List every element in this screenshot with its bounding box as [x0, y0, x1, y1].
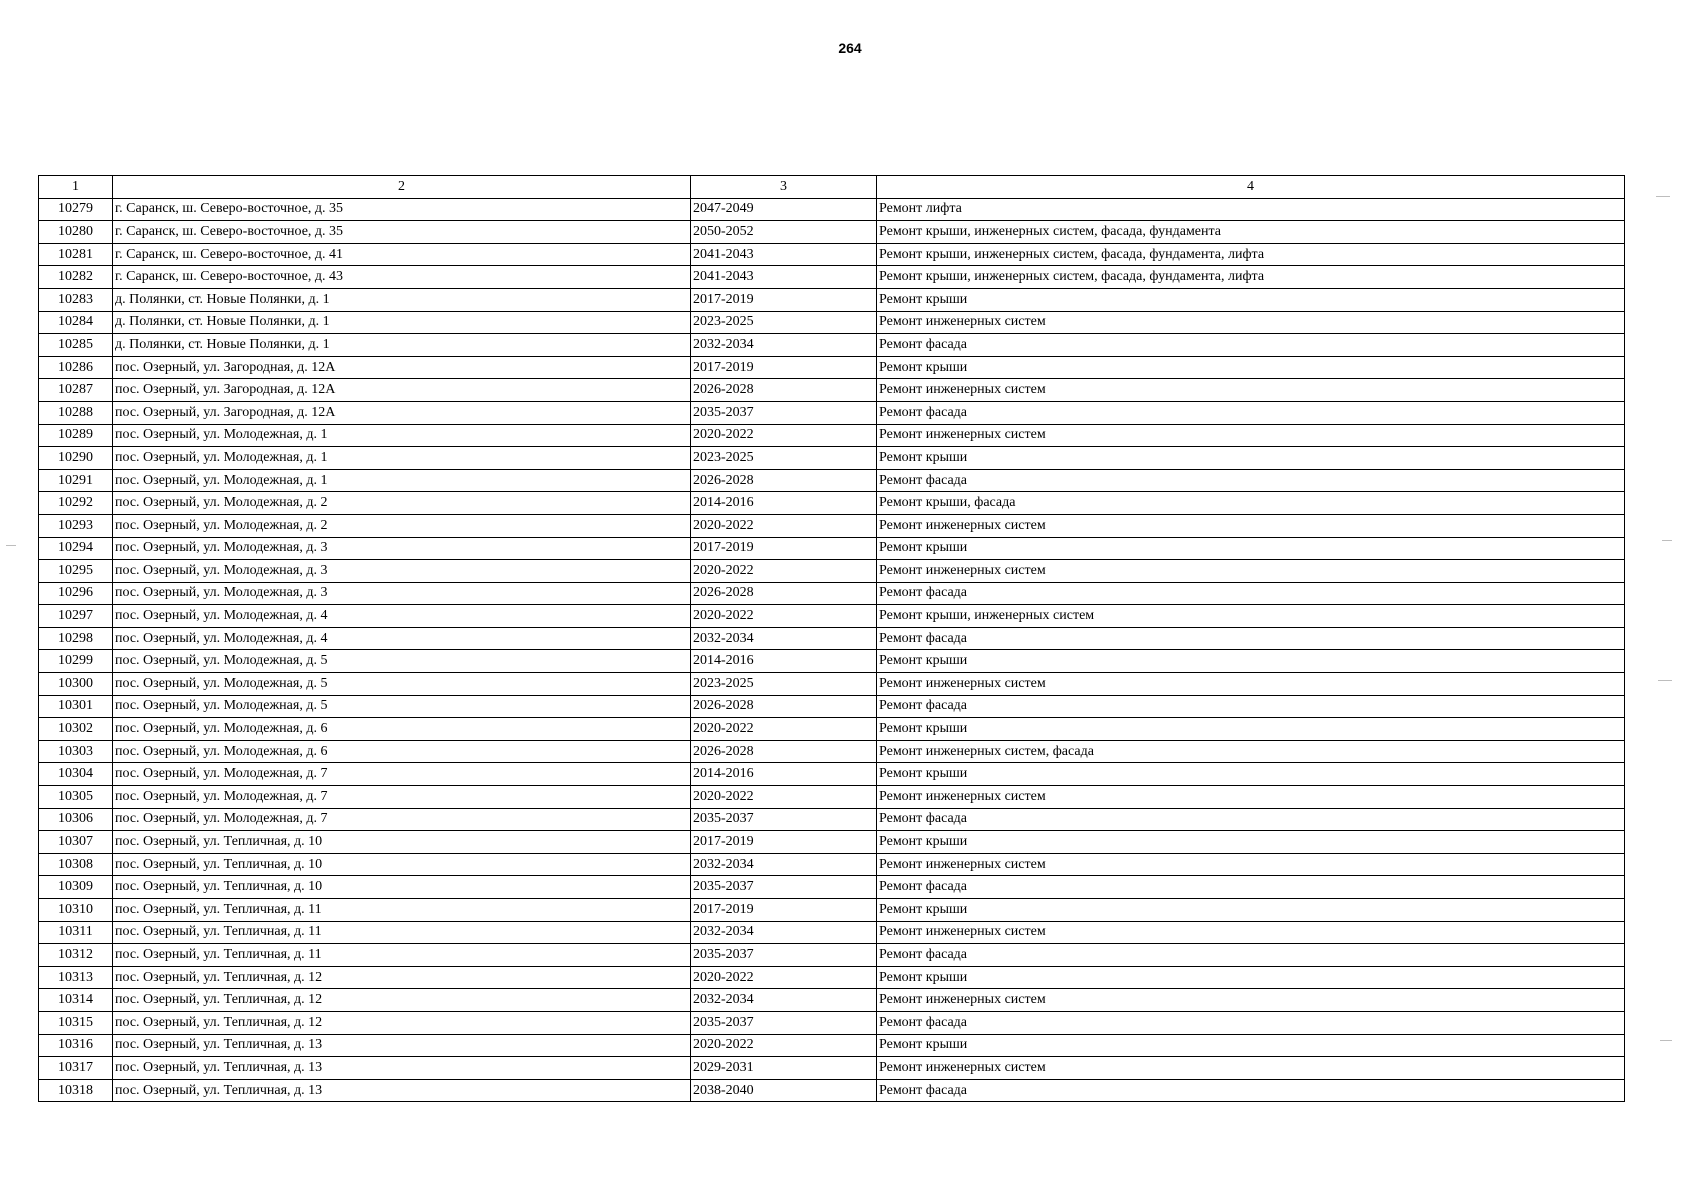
- row-number-cell: 10280: [39, 221, 113, 244]
- table-row: [39, 853, 1625, 876]
- row-number-cell: 10317: [39, 1057, 113, 1080]
- address-cell: пос. Озерный, ул. Молодежная, д. 3: [113, 537, 691, 560]
- period-cell: 2026-2028: [691, 695, 877, 718]
- row-number-cell: 10301: [39, 695, 113, 718]
- row-number-cell: 10279: [39, 198, 113, 221]
- address-cell: пос. Озерный, ул. Тепличная, д. 11: [113, 944, 691, 967]
- scan-mark: [1656, 196, 1670, 197]
- column-header-2: 2: [113, 176, 691, 199]
- address-cell: пос. Озерный, ул. Молодежная, д. 5: [113, 650, 691, 673]
- work-type-cell: Ремонт фасада: [877, 627, 1625, 650]
- work-type-cell: Ремонт лифта: [877, 198, 1625, 221]
- period-cell: 2026-2028: [691, 379, 877, 402]
- period-cell: 2050-2052: [691, 221, 877, 244]
- period-cell: 2035-2037: [691, 944, 877, 967]
- table-row: [39, 582, 1625, 605]
- table-row: [39, 424, 1625, 447]
- address-cell: г. Саранск, ш. Северо-восточное, д. 41: [113, 243, 691, 266]
- address-cell: пос. Озерный, ул. Тепличная, д. 13: [113, 1057, 691, 1080]
- table-row: [39, 921, 1625, 944]
- address-cell: пос. Озерный, ул. Молодежная, д. 5: [113, 695, 691, 718]
- address-cell: д. Полянки, ст. Новые Полянки, д. 1: [113, 334, 691, 357]
- period-cell: 2041-2043: [691, 266, 877, 289]
- table-row: [39, 695, 1625, 718]
- repair-schedule-table: [38, 175, 1625, 1102]
- table-row: [39, 718, 1625, 741]
- work-type-cell: Ремонт крыши, инженерных систем, фасада, фундамента, лифта: [877, 243, 1625, 266]
- table-row: [39, 989, 1625, 1012]
- column-header-3: 3: [691, 176, 877, 199]
- table-row: [39, 899, 1625, 922]
- period-cell: 2014-2016: [691, 763, 877, 786]
- work-type-cell: Ремонт инженерных систем: [877, 311, 1625, 334]
- work-type-cell: Ремонт инженерных систем: [877, 673, 1625, 696]
- address-cell: пос. Озерный, ул. Загородная, д. 12А: [113, 356, 691, 379]
- table-row: [39, 605, 1625, 628]
- header-row: [39, 176, 1625, 199]
- table-row: [39, 288, 1625, 311]
- table-body: [39, 198, 1625, 1102]
- row-number-cell: 10305: [39, 786, 113, 809]
- work-type-cell: Ремонт фасада: [877, 808, 1625, 831]
- work-type-cell: Ремонт фасада: [877, 1011, 1625, 1034]
- table-row: [39, 966, 1625, 989]
- scan-mark: [1658, 680, 1672, 681]
- address-cell: пос. Озерный, ул. Тепличная, д. 11: [113, 921, 691, 944]
- address-cell: пос. Озерный, ул. Тепличная, д. 12: [113, 966, 691, 989]
- period-cell: 2038-2040: [691, 1079, 877, 1102]
- row-number-cell: 10309: [39, 876, 113, 899]
- table-row: [39, 740, 1625, 763]
- address-cell: пос. Озерный, ул. Тепличная, д. 13: [113, 1079, 691, 1102]
- work-type-cell: Ремонт фасада: [877, 582, 1625, 605]
- work-type-cell: Ремонт крыши: [877, 288, 1625, 311]
- period-cell: 2023-2025: [691, 311, 877, 334]
- period-cell: 2020-2022: [691, 966, 877, 989]
- row-number-cell: 10318: [39, 1079, 113, 1102]
- row-number-cell: 10286: [39, 356, 113, 379]
- period-cell: 2023-2025: [691, 673, 877, 696]
- address-cell: пос. Озерный, ул. Тепличная, д. 10: [113, 876, 691, 899]
- row-number-cell: 10281: [39, 243, 113, 266]
- table-row: [39, 266, 1625, 289]
- period-cell: 2017-2019: [691, 537, 877, 560]
- table-row: [39, 198, 1625, 221]
- table-row: [39, 763, 1625, 786]
- work-type-cell: Ремонт инженерных систем: [877, 379, 1625, 402]
- row-number-cell: 10292: [39, 492, 113, 515]
- work-type-cell: Ремонт крыши: [877, 537, 1625, 560]
- row-number-cell: 10302: [39, 718, 113, 741]
- period-cell: 2017-2019: [691, 288, 877, 311]
- address-cell: пос. Озерный, ул. Тепличная, д. 10: [113, 853, 691, 876]
- work-type-cell: Ремонт крыши: [877, 1034, 1625, 1057]
- row-number-cell: 10284: [39, 311, 113, 334]
- row-number-cell: 10285: [39, 334, 113, 357]
- address-cell: пос. Озерный, ул. Тепличная, д. 12: [113, 989, 691, 1012]
- work-type-cell: Ремонт крыши, инженерных систем, фасада, фундамента: [877, 221, 1625, 244]
- row-number-cell: 10311: [39, 921, 113, 944]
- period-cell: 2020-2022: [691, 424, 877, 447]
- table-row: [39, 808, 1625, 831]
- work-type-cell: Ремонт фасада: [877, 944, 1625, 967]
- row-number-cell: 10307: [39, 831, 113, 854]
- work-type-cell: Ремонт инженерных систем: [877, 853, 1625, 876]
- address-cell: пос. Озерный, ул. Молодежная, д. 3: [113, 582, 691, 605]
- table-row: [39, 560, 1625, 583]
- row-number-cell: 10295: [39, 560, 113, 583]
- address-cell: пос. Озерный, ул. Тепличная, д. 10: [113, 831, 691, 854]
- period-cell: 2014-2016: [691, 492, 877, 515]
- table-row: [39, 1034, 1625, 1057]
- work-type-cell: Ремонт крыши, инженерных систем: [877, 605, 1625, 628]
- period-cell: 2020-2022: [691, 718, 877, 741]
- table-row: [39, 786, 1625, 809]
- address-cell: пос. Озерный, ул. Молодежная, д. 7: [113, 763, 691, 786]
- table-row: [39, 243, 1625, 266]
- work-type-cell: Ремонт фасада: [877, 876, 1625, 899]
- row-number-cell: 10299: [39, 650, 113, 673]
- period-cell: 2047-2049: [691, 198, 877, 221]
- row-number-cell: 10291: [39, 469, 113, 492]
- work-type-cell: Ремонт крыши: [877, 966, 1625, 989]
- period-cell: 2020-2022: [691, 560, 877, 583]
- period-cell: 2032-2034: [691, 853, 877, 876]
- row-number-cell: 10315: [39, 1011, 113, 1034]
- work-type-cell: Ремонт крыши: [877, 650, 1625, 673]
- table-row: [39, 1011, 1625, 1034]
- address-cell: д. Полянки, ст. Новые Полянки, д. 1: [113, 288, 691, 311]
- period-cell: 2032-2034: [691, 627, 877, 650]
- table-row: [39, 492, 1625, 515]
- period-cell: 2026-2028: [691, 582, 877, 605]
- work-type-cell: Ремонт крыши: [877, 356, 1625, 379]
- period-cell: 2023-2025: [691, 447, 877, 470]
- address-cell: пос. Озерный, ул. Молодежная, д. 3: [113, 560, 691, 583]
- address-cell: г. Саранск, ш. Северо-восточное, д. 43: [113, 266, 691, 289]
- work-type-cell: Ремонт инженерных систем, фасада: [877, 740, 1625, 763]
- period-cell: 2014-2016: [691, 650, 877, 673]
- table-row: [39, 650, 1625, 673]
- address-cell: д. Полянки, ст. Новые Полянки, д. 1: [113, 311, 691, 334]
- table-row: [39, 469, 1625, 492]
- address-cell: пос. Озерный, ул. Молодежная, д. 6: [113, 740, 691, 763]
- address-cell: пос. Озерный, ул. Молодежная, д. 2: [113, 514, 691, 537]
- period-cell: 2032-2034: [691, 921, 877, 944]
- address-cell: пос. Озерный, ул. Молодежная, д. 2: [113, 492, 691, 515]
- table-row: [39, 356, 1625, 379]
- table-row: [39, 944, 1625, 967]
- work-type-cell: Ремонт крыши: [877, 447, 1625, 470]
- row-number-cell: 10296: [39, 582, 113, 605]
- address-cell: пос. Озерный, ул. Молодежная, д. 6: [113, 718, 691, 741]
- table-row: [39, 627, 1625, 650]
- row-number-cell: 10282: [39, 266, 113, 289]
- work-type-cell: Ремонт крыши: [877, 899, 1625, 922]
- period-cell: 2026-2028: [691, 469, 877, 492]
- table-row: [39, 1057, 1625, 1080]
- period-cell: 2020-2022: [691, 1034, 877, 1057]
- work-type-cell: Ремонт инженерных систем: [877, 514, 1625, 537]
- address-cell: пос. Озерный, ул. Тепличная, д. 13: [113, 1034, 691, 1057]
- address-cell: пос. Озерный, ул. Молодежная, д. 7: [113, 808, 691, 831]
- table-row: [39, 514, 1625, 537]
- period-cell: 2032-2034: [691, 334, 877, 357]
- period-cell: 2020-2022: [691, 786, 877, 809]
- table-row: [39, 379, 1625, 402]
- address-cell: г. Саранск, ш. Северо-восточное, д. 35: [113, 198, 691, 221]
- period-cell: 2032-2034: [691, 989, 877, 1012]
- row-number-cell: 10290: [39, 447, 113, 470]
- period-cell: 2035-2037: [691, 1011, 877, 1034]
- row-number-cell: 10297: [39, 605, 113, 628]
- row-number-cell: 10316: [39, 1034, 113, 1057]
- row-number-cell: 10298: [39, 627, 113, 650]
- work-type-cell: Ремонт фасада: [877, 401, 1625, 424]
- period-cell: 2017-2019: [691, 899, 877, 922]
- work-type-cell: Ремонт крыши: [877, 763, 1625, 786]
- table-row: [39, 673, 1625, 696]
- table-row: [39, 401, 1625, 424]
- table-row: [39, 447, 1625, 470]
- row-number-cell: 10294: [39, 537, 113, 560]
- table-row: [39, 1079, 1625, 1102]
- row-number-cell: 10288: [39, 401, 113, 424]
- period-cell: 2041-2043: [691, 243, 877, 266]
- work-type-cell: Ремонт фасада: [877, 469, 1625, 492]
- period-cell: 2035-2037: [691, 808, 877, 831]
- row-number-cell: 10312: [39, 944, 113, 967]
- work-type-cell: Ремонт крыши, инженерных систем, фасада, фундамента, лифта: [877, 266, 1625, 289]
- work-type-cell: Ремонт инженерных систем: [877, 560, 1625, 583]
- address-cell: пос. Озерный, ул. Молодежная, д. 7: [113, 786, 691, 809]
- row-number-cell: 10304: [39, 763, 113, 786]
- scan-mark: [1662, 540, 1672, 541]
- row-number-cell: 10306: [39, 808, 113, 831]
- work-type-cell: Ремонт инженерных систем: [877, 424, 1625, 447]
- period-cell: 2029-2031: [691, 1057, 877, 1080]
- address-cell: пос. Озерный, ул. Молодежная, д. 1: [113, 424, 691, 447]
- table-row: [39, 334, 1625, 357]
- row-number-cell: 10289: [39, 424, 113, 447]
- period-cell: 2026-2028: [691, 740, 877, 763]
- address-cell: пос. Озерный, ул. Молодежная, д. 4: [113, 605, 691, 628]
- address-cell: пос. Озерный, ул. Молодежная, д. 4: [113, 627, 691, 650]
- table-row: [39, 537, 1625, 560]
- scan-mark: [6, 545, 16, 546]
- address-cell: пос. Озерный, ул. Молодежная, д. 1: [113, 447, 691, 470]
- address-cell: пос. Озерный, ул. Молодежная, д. 1: [113, 469, 691, 492]
- work-type-cell: Ремонт крыши: [877, 718, 1625, 741]
- table-row: [39, 876, 1625, 899]
- row-number-cell: 10313: [39, 966, 113, 989]
- row-number-cell: 10310: [39, 899, 113, 922]
- column-header-1: 1: [39, 176, 113, 199]
- work-type-cell: Ремонт фасада: [877, 1079, 1625, 1102]
- period-cell: 2035-2037: [691, 401, 877, 424]
- address-cell: пос. Озерный, ул. Молодежная, д. 5: [113, 673, 691, 696]
- row-number-cell: 10283: [39, 288, 113, 311]
- work-type-cell: Ремонт крыши, фасада: [877, 492, 1625, 515]
- row-number-cell: 10287: [39, 379, 113, 402]
- period-cell: 2017-2019: [691, 356, 877, 379]
- column-header-4: 4: [877, 176, 1625, 199]
- period-cell: 2035-2037: [691, 876, 877, 899]
- row-number-cell: 10293: [39, 514, 113, 537]
- row-number-cell: 10300: [39, 673, 113, 696]
- work-type-cell: Ремонт инженерных систем: [877, 786, 1625, 809]
- period-cell: 2017-2019: [691, 831, 877, 854]
- address-cell: пос. Озерный, ул. Загородная, д. 12А: [113, 379, 691, 402]
- page-number: 264: [838, 40, 862, 56]
- scan-mark: [1660, 1040, 1672, 1041]
- table-row: [39, 311, 1625, 334]
- work-type-cell: Ремонт инженерных систем: [877, 989, 1625, 1012]
- address-cell: пос. Озерный, ул. Тепличная, д. 11: [113, 899, 691, 922]
- address-cell: г. Саранск, ш. Северо-восточное, д. 35: [113, 221, 691, 244]
- work-type-cell: Ремонт фасада: [877, 334, 1625, 357]
- table-row: [39, 831, 1625, 854]
- work-type-cell: Ремонт крыши: [877, 831, 1625, 854]
- period-cell: 2020-2022: [691, 605, 877, 628]
- period-cell: 2020-2022: [691, 514, 877, 537]
- address-cell: пос. Озерный, ул. Загородная, д. 12А: [113, 401, 691, 424]
- row-number-cell: 10303: [39, 740, 113, 763]
- table-row: [39, 221, 1625, 244]
- row-number-cell: 10308: [39, 853, 113, 876]
- row-number-cell: 10314: [39, 989, 113, 1012]
- address-cell: пос. Озерный, ул. Тепличная, д. 12: [113, 1011, 691, 1034]
- work-type-cell: Ремонт фасада: [877, 695, 1625, 718]
- work-type-cell: Ремонт инженерных систем: [877, 921, 1625, 944]
- work-type-cell: Ремонт инженерных систем: [877, 1057, 1625, 1080]
